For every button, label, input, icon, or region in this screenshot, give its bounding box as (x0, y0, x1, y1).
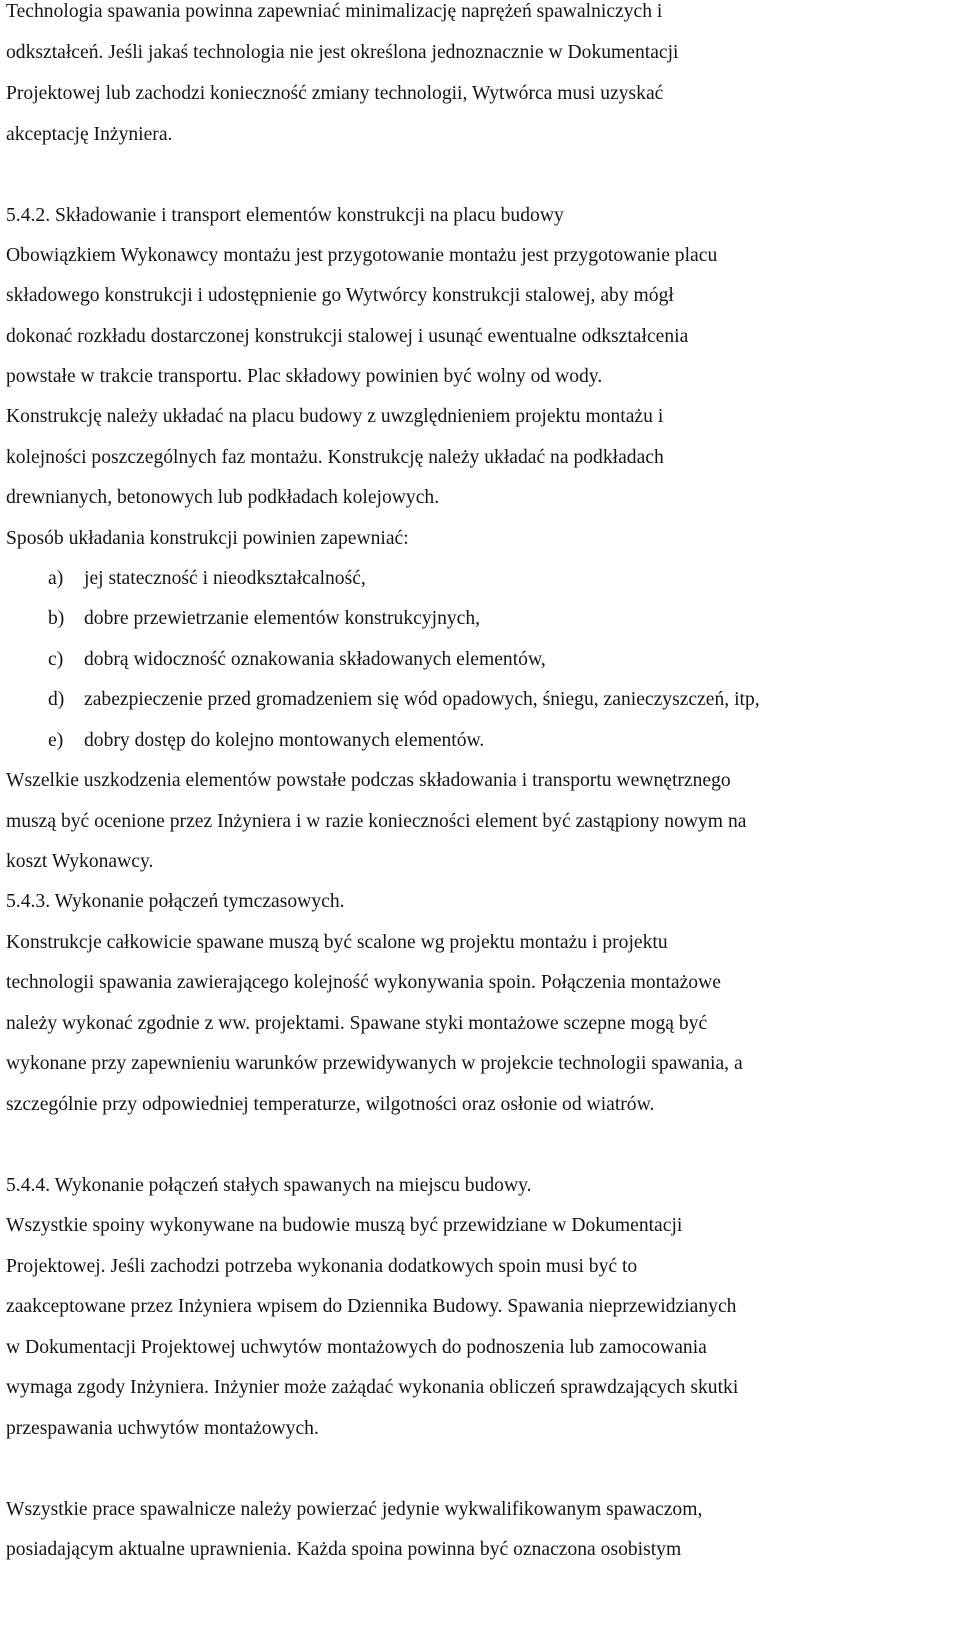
list-item (48, 559, 366, 599)
paragraph-line: szczególnie przy odpowiedniej temperaturze, wilgotności oraz osłonie od wiatrów. (6, 1094, 655, 1115)
intro-line: akceptację Inżyniera. (6, 124, 173, 145)
paragraph-line: Konstrukcję należy układać na placu budowy z uwzględnieniem projektu montażu i (6, 406, 664, 427)
section-heading: 5.4.3. Wykonanie połączeń tymczasowych. (6, 891, 345, 912)
paragraph-line: technologii spawania zawierającego kolejność wykonywania spoin. Połączenia montażowe (6, 972, 721, 993)
paragraph-line: Wszystkie spoiny wykonywane na budowie muszą być przewidziane w Dokumentacji (6, 1215, 683, 1236)
list-item-text: zabezpieczenie przed gromadzeniem się wód opadowych, śniegu, zanieczyszczeń, itp, (84, 689, 760, 710)
list-item (48, 599, 480, 639)
section-heading: 5.4.2. Składowanie i transport elementów konstrukcji na placu budowy (6, 205, 564, 226)
list-intro: Sposób układania konstrukcji powinien zapewniać: (6, 528, 409, 549)
paragraph-line: koszt Wykonawcy. (6, 851, 154, 872)
paragraph-line: Konstrukcje całkowicie spawane muszą być scalone wg projektu montażu i projektu (6, 932, 668, 953)
intro-line: Projektowej lub zachodzi konieczność zmiany technologii, Wytwórca musi uzyskać (6, 83, 664, 104)
intro-line: Technologia spawania powinna zapewniać minimalizację naprężeń spawalniczych i (6, 1, 663, 22)
list-item (48, 680, 760, 720)
paragraph-line: powstałe w trakcie transportu. Plac składowy powinien być wolny od wody. (6, 366, 603, 387)
list-item-text: jej stateczność i nieodkształcalność, (84, 568, 366, 589)
paragraph-line: Obowiązkiem Wykonawcy montażu jest przygotowanie montażu jest przygotowanie placu (6, 245, 718, 266)
paragraph-line: Wszystkie prace spawalnicze należy powierzać jedynie wykwalifikowanym spawaczom, (6, 1499, 703, 1520)
paragraph-line: dokonać rozkładu dostarczonej konstrukcji stalowej i usunąć ewentualne odkształcenia (6, 326, 689, 347)
list-marker: d) (48, 689, 65, 710)
paragraph-line: przespawania uchwytów montażowych. (6, 1418, 319, 1439)
paragraph-line: posiadającym aktualne uprawnienia. Każda spoina powinna być oznaczona osobistym (6, 1539, 682, 1560)
list-item (48, 640, 546, 680)
paragraph-line: wykonane przy zapewnieniu warunków przewidywanych w projekcie technologii spawania, a (6, 1053, 743, 1074)
paragraph-line: wymaga zgody Inżyniera. Inżynier może zażądać wykonania obliczeń sprawdzających skutki (6, 1377, 739, 1398)
list-item (48, 721, 484, 761)
list-item-text: dobry dostęp do kolejno montowanych elementów. (84, 730, 485, 751)
paragraph-line: kolejności poszczególnych faz montażu. Konstrukcję należy układać na podkładach (6, 447, 664, 468)
paragraph-line: Wszelkie uszkodzenia elementów powstałe podczas składowania i transportu wewnętrznego (6, 770, 731, 791)
paragraph-line: składowego konstrukcji i udostępnienie go Wytwórcy konstrukcji stalowej, aby mógł (6, 285, 674, 306)
section-heading: 5.4.4. Wykonanie połączeń stałych spawanych na miejscu budowy. (6, 1175, 532, 1196)
paragraph-line: muszą być ocenione przez Inżyniera i w razie konieczności element być zastąpiony nowym na (6, 811, 747, 832)
paragraph-line: zaakceptowane przez Inżyniera wpisem do Dziennika Budowy. Spawania nieprzewidzianych (6, 1296, 737, 1317)
paragraph-line: Projektowej. Jeśli zachodzi potrzeba wykonania dodatkowych spoin musi być to (6, 1256, 638, 1277)
list-marker: c) (48, 649, 64, 670)
list-item-text: dobrą widoczność oznakowania składowanych elementów, (84, 649, 546, 670)
paragraph-line: drewnianych, betonowych lub podkładach kolejowych. (6, 487, 440, 508)
list-marker: b) (48, 608, 65, 629)
list-marker: e) (48, 730, 64, 751)
intro-line: odkształceń. Jeśli jakaś technologia nie jest określona jednoznacznie w Dokumentacji (6, 42, 679, 63)
list-marker: a) (48, 568, 64, 589)
paragraph-line: w Dokumentacji Projektowej uchwytów montażowych do podnoszenia lub zamocowania (6, 1337, 707, 1358)
paragraph-line: należy wykonać zgodnie z ww. projektami. Spawane styki montażowe sczepne mogą być (6, 1013, 708, 1034)
list-item-text: dobre przewietrzanie elementów konstrukcyjnych, (84, 608, 481, 629)
